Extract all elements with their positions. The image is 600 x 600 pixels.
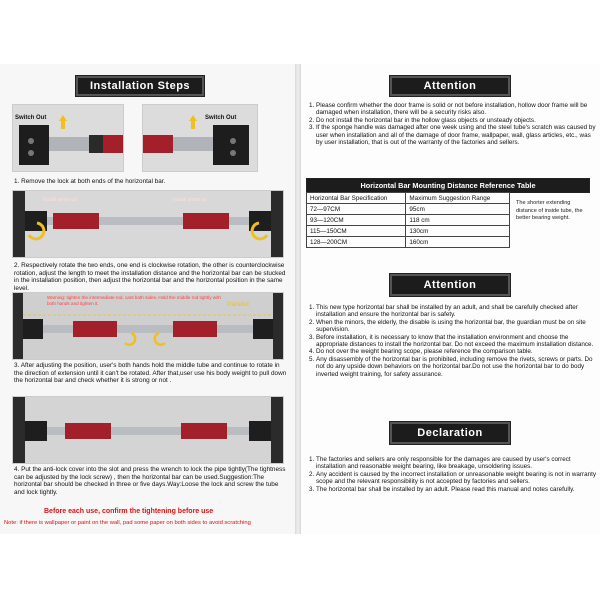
attention-2-item: 4. Do not over the weight bearing scope, please reference the comparison table. xyxy=(316,348,600,355)
table-cell: 128—200CM xyxy=(307,237,406,248)
switch-out-label-left: Switch Out xyxy=(15,115,47,121)
install-arrow-up-label-right: Install arrow up xyxy=(173,197,207,203)
reference-table-title: Horizontal Bar Mounting Distance Reference Table xyxy=(306,178,590,193)
table-row xyxy=(307,237,510,248)
table-row xyxy=(307,204,510,215)
table-header-row xyxy=(307,193,510,204)
attention-banner-1: Attention xyxy=(390,76,510,96)
photo-remove-lock-right xyxy=(142,104,258,172)
declaration-item: 1. The factories and sellers are only responsible for the damages are caused by user's correct installation and reasonable weight bearing, like breakage, unsoldering issues. xyxy=(316,456,600,471)
table-header-cell: Horizontal Bar Specification xyxy=(307,193,406,204)
photo-lock-cover xyxy=(12,396,284,464)
attention-2-item: 3. Before installation, it is necessary to know that the installation environment and choose the appropriate distances to install the horizontal bar. Do not exceed the maximum installation distance. xyxy=(316,334,600,349)
photo-rotate-ends xyxy=(12,190,284,258)
wallpaper-note: Note: if there is wallpaper or paint on the wall, pad some paper on both sides to avoid scratching xyxy=(4,520,251,526)
installation-steps-banner: Installation Steps xyxy=(76,76,204,96)
photo-remove-lock-left xyxy=(12,104,124,172)
declaration-banner: Declaration xyxy=(390,422,510,444)
table-row xyxy=(307,226,510,237)
page-fold xyxy=(295,64,301,534)
attention-2-item: 1. This new type horizontal bar shall be installed by an adult, and shall be carefully checked after installation and ensure the horizontal bar is safety. xyxy=(316,304,600,319)
step-2-text: 2. Respectively rotate the two ends, one end is clockwise rotation, the other is counterclockwise rotation, adjust the length to meet the installation distance and the horizontal bar can be stucked in the installation position, then adjust the horizontal bar and the horizontal position in the same level. xyxy=(14,262,286,292)
reference-table xyxy=(306,192,510,248)
table-cell: 72—97CM xyxy=(307,204,406,215)
attention-banner-2: Attention xyxy=(390,274,510,296)
declaration-item: 3. The horizontal bar shall be installed by an adult. Please read this manual and notes carefully. xyxy=(316,486,600,493)
step-3-text: 3. After adjusting the position, user's both hands hold the middle tube and continue to rotate in the direction of extension until it can't be rotated. After that,user use his body weight to pull down the horizontal bar and check whether it is strong or not . xyxy=(14,362,287,385)
attention-1-item: 1. Please confirm whether the door frame is solid or not before installation, hollow door frame will be damaged when installation, there will be a security risks also. xyxy=(316,102,598,117)
attention-1-item: 3. If the sponge handle was damaged after one week using and the steel tube's scratch was caused by user when installation and all of the damage of door frame, wallpaper, wall, glass articles, etc., was by user installation, that is out of the warranty of the factories and sellers. xyxy=(316,124,598,146)
declaration-item: 2. Any accident is caused by the incorrect installation or unreasonable weight bearing is not in warranty scope and the relevant responsibility is not accepted by factories and sellers. xyxy=(316,471,600,486)
attention-list-1 xyxy=(304,102,598,146)
step-1-text: 1. Remove the lock at both ends of the horizontal bar. xyxy=(14,178,166,185)
attention-2-item: 2. When the minors, the elderly, the disable is using the horizontal bar, the guardian must be on site supervision. xyxy=(316,319,600,334)
attention-list-2 xyxy=(304,304,600,378)
before-use-warning: Before each use, confirm the tightening before use xyxy=(44,508,214,515)
table-side-note: The shorter extending distance of inside tube, the better bearing weight. xyxy=(516,200,583,222)
table-header-cell: Maximum Suggestion Range xyxy=(406,193,510,204)
table-cell: 130cm xyxy=(406,226,510,237)
switch-out-label-right: Switch Out xyxy=(205,115,237,121)
step-4-text: 4. Put the anti-lock cover into the slot and press the wrench to lock the pipe tightly(The tightness can be adjusted by the lock screw) , then the horizontal bar can be used.Suggestion:The horizontal bar should be checked in three or five days.Way:Loose the lock and screw the tube and lock tightly. xyxy=(14,466,286,496)
table-cell: 160cm xyxy=(406,237,510,248)
declaration-list xyxy=(304,456,600,493)
tighten-warning-label: Warning: tighten the intermediate rod, cant both sides. Hold the middle rod tightly with both hands and tighten it. xyxy=(47,295,221,306)
table-cell: 115—150CM xyxy=(307,226,406,237)
parallel-label: Parallel xyxy=(227,301,249,308)
table-cell: 118 cm xyxy=(406,215,510,226)
attention-1-item: 2. Do not install the horizontal bar in the hollow glass objects or unsteady objects. xyxy=(316,117,598,124)
table-cell: 95cm xyxy=(406,204,510,215)
table-row xyxy=(307,215,510,226)
attention-2-item: 5. Any disassembly of the horizontal bar is prohibited, including remove the rivets, screws or parts. Do not do any upside down behaviors on the horizontal bar.Do not use the horizontal bar to do body inverted weight training, for safety assurance. xyxy=(316,356,600,378)
table-cell: 93—120CM xyxy=(307,215,406,226)
photo-tighten-middle xyxy=(12,292,284,360)
install-arrow-up-label-left: Install arrow up xyxy=(43,197,77,203)
